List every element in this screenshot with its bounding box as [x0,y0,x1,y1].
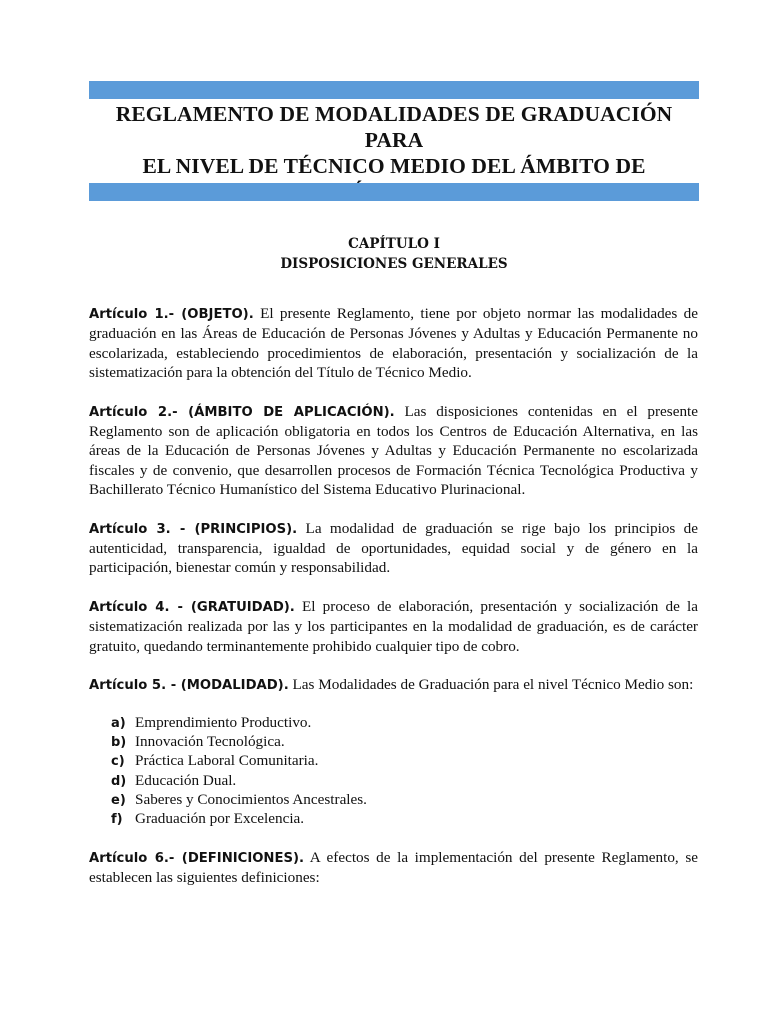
title-line: EL NIVEL DE TÉCNICO MEDIO DEL ÁMBITO DE [142,154,646,178]
list-item-letter: e) [111,793,126,809]
article-text: Las disposiciones contenidas en el presente Reglamento son de aplicación obligatoria en todos los Centros de Educación Alternativa, en las áreas de la Educación de Personas Jóvenes y Adultas y Educación Permanente no escolarizada fiscales y de convenio, que desarrollen procesos de Formación Técnica Tecnológica Productiva y Bachillerato Técnico Humanístico del Sistema Educativo Plurinacional. [89,402,698,499]
article-heading: Artículo 2.- (ÁMBITO DE APLICACIÓN). [89,404,395,420]
list-item [89,751,698,770]
list-item-letter: a) [111,715,126,731]
list-item-text: Educación Dual. [135,771,237,789]
list-item-text: Práctica Laboral Comunitaria. [135,752,319,770]
modalidades-list [89,713,698,829]
article-heading: Artículo 4. - (GRATUIDAD). [89,599,295,615]
chapter-heading [89,234,699,274]
list-item-text: Innovación Tecnológica. [135,732,285,750]
title-top-band [89,81,699,99]
article-text: El proceso de elaboración, presentación y socialización de la sistematización realizada por las y los participantes en la modalidad de graduación, es de carácter gratuito, quedando terminantemente prohibido cualquier tipo de cobro. [89,597,699,655]
article-heading: Artículo 1.- (OBJETO). [89,307,254,322]
title-bottom-band [89,183,699,201]
article-heading: Artículo 3. - (PRINCIPIOS). [89,521,298,537]
document-body [89,304,698,888]
chapter-name: DISPOSICIONES GENERALES [280,256,508,272]
article-4 [89,597,698,656]
list-item [89,809,698,828]
article-3 [89,519,698,578]
article-text: La modalidad de graduación se rige bajo los principios de autenticidad, transparencia, igualdad de oportunidades, equidad social y de género en la participación, bienestar común y responsabilidad. [89,519,698,577]
article-text: A efectos de la implementación del presente Reglamento, se establecen las siguientes definiciones: [89,848,698,887]
list-item-text: Saberes y Conocimientos Ancestrales. [135,791,367,809]
chapter-number: CAPÍTULO I [348,236,440,252]
article-6 [89,848,698,888]
list-item [89,713,698,732]
list-item [89,732,698,751]
article-heading: Artículo 5. - (MODALIDAD). [89,678,289,694]
list-item-text: Graduación por Excelencia. [135,810,305,828]
list-item-letter: b) [111,734,127,750]
list-item-letter: d) [111,773,127,789]
article-5 [89,675,698,695]
title-line: REGLAMENTO DE MODALIDADES DE GRADUACIÓN PARA [115,102,673,152]
article-1 [89,304,698,383]
article-heading: Artículo 6.- (DEFINICIONES). [89,850,305,866]
list-item-letter: c) [111,754,125,770]
list-item-letter: f) [111,812,123,828]
list-item-text: Emprendimiento Productivo. [135,713,312,731]
article-text: Las Modalidades de Graduación para el nivel Técnico Medio son: [292,676,694,694]
article-2 [89,402,698,500]
article-text: El presente Reglamento, tiene por objeto normar las modalidades de graduación en las Áreas de Educación de Personas Jóvenes y Adultas y Educación Permanente no escolarizada, estableciendo procedimientos de elaboración, presentación y socialización de la sistematización para la obtención del Título de Técnico Medio. [89,305,699,382]
list-item [89,790,698,809]
list-item [89,771,698,790]
